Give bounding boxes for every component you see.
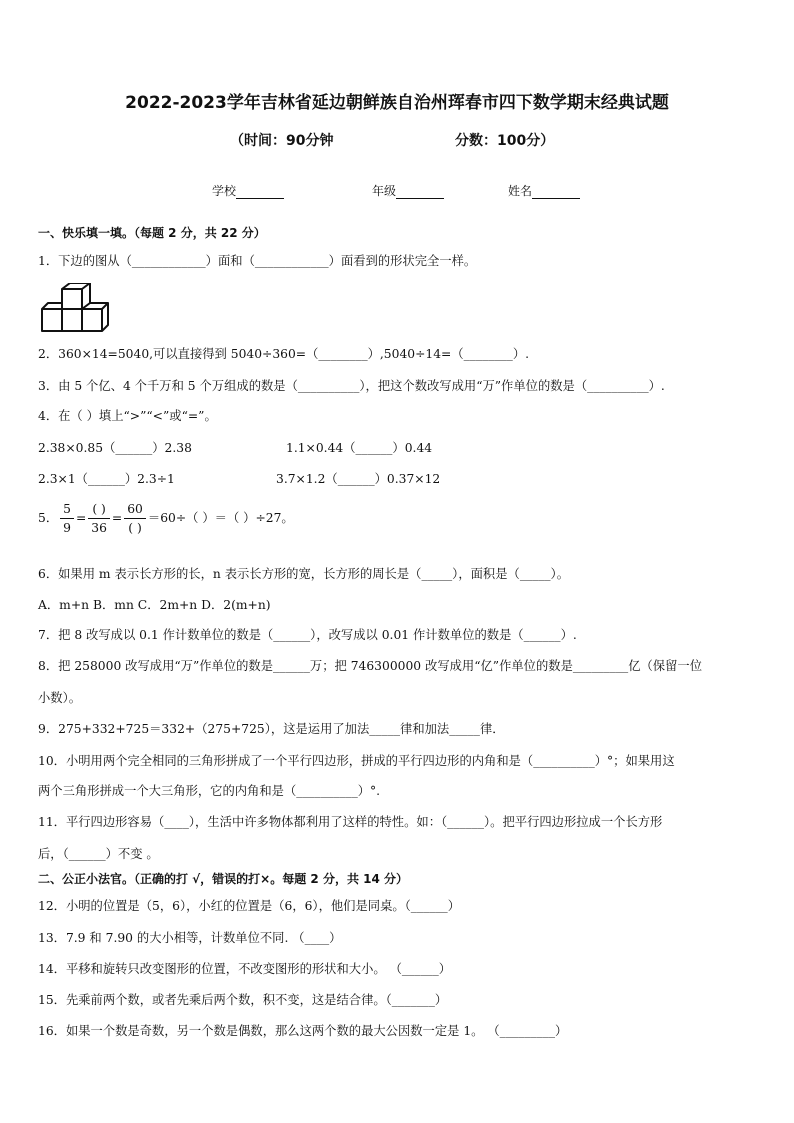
grade-blank[interactable] — [396, 186, 444, 199]
school-label: 学校 — [212, 184, 237, 198]
question-8-line-1: 8．把 258000 改写成用“万”作单位的数是______万；把 746300000 改写成用“亿”作单位的数是_________亿（保留一位 — [38, 659, 702, 673]
question-10-line-1: 10．小明用两个完全相同的三角形拼成了一个平行四边形，拼成的平行四边形的内角和是（__________）°；如果用这 — [38, 754, 675, 768]
fraction-numerator: 60 — [124, 500, 146, 519]
school-field — [212, 182, 284, 199]
fraction-5-9 — [60, 500, 74, 537]
equals-sign: = — [75, 511, 87, 525]
question-12: 12．小明的位置是（5，6），小红的位置是（6，6），他们是同桌。（______） — [38, 899, 460, 913]
question-11-line-2: 后，（______）不变 。 — [38, 847, 159, 861]
equals-sign: = — [111, 511, 123, 525]
question-3: 3．由 5 个亿、4 个千万和 5 个万组成的数是（__________），把这个数改写成用“万”作单位的数是（__________）. — [38, 379, 665, 393]
question-15: 15．先乘前两个数，或者先乘后两个数，积不变，这是结合律。（_______） — [38, 993, 448, 1007]
question-4d: 3.7×1.2（______）0.37×12 — [276, 472, 441, 486]
question-2: 2．360×14=5040,可以直接得到 5040÷360=（________）,5040÷14=（________）. — [38, 347, 530, 361]
question-1: 1．下边的图从（____________）面和（____________）面看到的形状完全一样。 — [38, 254, 477, 268]
grade-field — [372, 182, 444, 199]
question-16: 16．如果一个数是奇数，另一个数是偶数，那么这两个数的最大公因数一定是 1。 （_________） — [38, 1024, 568, 1038]
school-blank[interactable] — [236, 186, 284, 199]
question-5 — [38, 500, 294, 537]
question-14: 14．平移和旋转只改变图形的位置，不改变图形的形状和大小。 （______） — [38, 962, 452, 976]
question-4b: 1.1×0.44（______）0.44 — [286, 441, 433, 455]
question-4: 4．在（ ）填上“>”“<”或“=”。 — [38, 409, 217, 423]
fraction-denominator: ( ) — [128, 521, 142, 535]
q5-tail: ＝60÷（ ）＝（ ）÷27。 — [147, 511, 294, 525]
fraction-60-blank — [124, 500, 146, 537]
fraction-denominator: 36 — [91, 521, 107, 535]
question-6: 6．如果用 m 表示长方形的长，n 表示长方形的宽，长方形的周长是（_____），面积是（_____）。 — [38, 567, 570, 581]
exam-time: （时间：90分钟 — [230, 133, 334, 149]
fraction-denominator: 9 — [63, 521, 71, 535]
fraction-numerator: 5 — [60, 500, 74, 519]
question-9: 9．275+332+725＝332+（275+725），这是运用了加法_____律和加法_____律． — [38, 722, 505, 736]
exam-score: 分数：100分） — [455, 133, 555, 149]
fraction-blank-36 — [88, 500, 110, 537]
question-4a: 2.38×0.85（______）2.38 — [38, 441, 192, 455]
question-6-options: A．m+n B．mn C．2m+n D．2(m+n) — [38, 598, 271, 612]
section-1-heading: 一、快乐填一填。（每题 2 分，共 22 分） — [38, 226, 266, 240]
name-label: 姓名 — [508, 184, 533, 198]
name-field — [508, 182, 580, 199]
question-8-line-2: 小数）。 — [38, 691, 82, 705]
q5-prefix: 5． — [38, 511, 59, 525]
question-13: 13．7.9 和 7.90 的大小相等，计数单位不同. （____） — [38, 931, 342, 945]
section-2-heading: 二、公正小法官。（正确的打 √，错误的打×。每题 2 分，共 14 分） — [38, 872, 408, 886]
question-11-line-1: 11．平行四边形容易（____），生活中许多物体都利用了这样的特性。如：（______）。把平行四边形拉成一个长方形 — [38, 815, 663, 829]
question-4c: 2.3×1（______）2.3÷1 — [38, 472, 175, 486]
name-blank[interactable] — [532, 186, 580, 199]
question-7: 7．把 8 改写成以 0.1 作计数单位的数是（______），改写成以 0.01 作计数单位的数是（______）. — [38, 628, 577, 642]
question-10-line-2: 两个三角形拼成一个大三角形，它的内角和是（__________）°. — [38, 784, 381, 798]
page-title: 2022-2023学年吉林省延边朝鲜族自治州珲春市四下数学期末经典试题 — [125, 93, 669, 113]
grade-label: 年级 — [372, 184, 397, 198]
fraction-numerator: ( ) — [88, 500, 110, 519]
cube-stack-figure — [40, 283, 110, 335]
